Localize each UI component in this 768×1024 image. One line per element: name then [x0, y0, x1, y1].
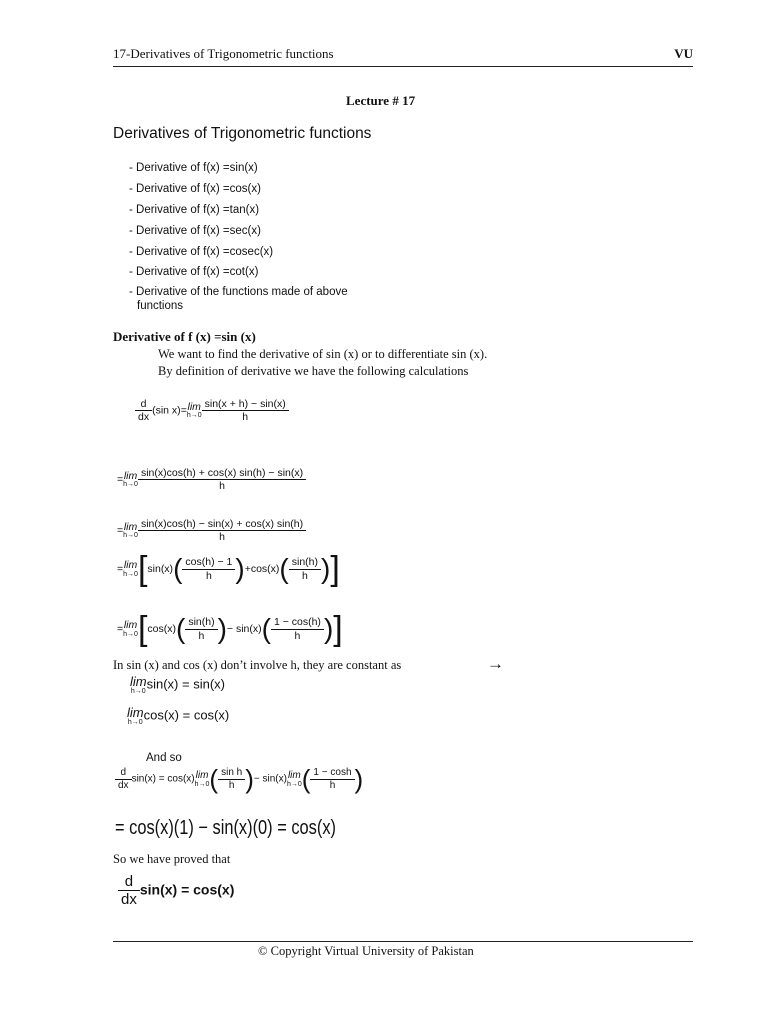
- intro-line: By definition of derivative we have the following calculations: [158, 364, 469, 378]
- equation-definition: $\frac{d}{dx}$ (sin x)= lim h→0 $\frac{\sin(x + h) - \sin(x)}{h}$: [135, 398, 289, 423]
- topic-item: - Derivative of the functions made of above: [129, 286, 348, 298]
- intro-line: We want to find the derivative of sin (x) or to differentiate sin (x).: [158, 347, 488, 361]
- topic-item: - Derivative of f(x) =sec(x): [129, 225, 261, 237]
- topic-item: - Derivative of f(x) =cosec(x): [129, 246, 274, 258]
- topic-item: - Derivative of f(x) =tan(x): [129, 204, 260, 216]
- limit-sin-constant: lim h→0 sin(x) = sin(x): [130, 674, 225, 695]
- equation-expand: = lim h→0 $\frac{\sin(x)\cos(h) + \cos(x) \sin(h) - \sin(x)}{h}$: [117, 467, 306, 492]
- topic-item: - Derivative of f(x) =cot(x): [129, 266, 259, 278]
- final-result: $\frac{d}{dx}$ sin(x) = cos(x): [118, 873, 234, 909]
- equation-regroup: = lim h→0 [cos(x)( $\frac{\sin(h)}{h}$ )− sin(x)( $\frac{1 - \cos(h)}{h}$ )]: [117, 610, 343, 648]
- footer-rule: [113, 941, 693, 942]
- topic-item: - Derivative of f(x) =sin(x): [129, 162, 258, 174]
- arrow-icon: →: [487, 654, 504, 673]
- section-title: Derivatives of Trigonometric functions: [113, 125, 372, 142]
- topic-item: - Derivative of f(x) =cos(x): [129, 183, 261, 195]
- proved-line: So we have proved that: [113, 852, 231, 866]
- lecture-title: Lecture # 17: [346, 93, 416, 108]
- equation-rearrange: = lim h→0 $\frac{\sin(x)\cos(h) - \sin(x) + \cos(x) \sin(h)}{h}$: [117, 518, 306, 543]
- and-so-label: And so: [146, 752, 182, 764]
- topic-item: functions: [137, 300, 184, 312]
- header-vu: VU: [674, 46, 693, 61]
- header-rule: [113, 66, 693, 67]
- subsection-title: Derivative of f (x) =sin (x): [113, 329, 256, 344]
- limit-cos-constant: lim h→0 cos(x) = cos(x): [127, 705, 230, 726]
- note-line: In sin (x) and cos (x) don’t involve h, they are constant as: [113, 658, 402, 672]
- footer-copyright: © Copyright Virtual University of Pakistan: [258, 944, 474, 958]
- equation-factor: = lim h→0 [sin(x)( $\frac{\cos(h) - 1}{h}$ )+cos(x)( $\frac{\sin(h)}{h}$ )]: [117, 550, 340, 588]
- equation-limits-applied: $\frac{d}{dx}$ sin(x) = cos(x) lim h→0 ( $\frac{\text{sin h}}{h}$ )− sin(x) lim h→0 ( $\frac{1 - \cosh}{h}$ ): [115, 766, 363, 792]
- equation-result: = cos(x)(1) − sin(x)(0) = cos(x): [115, 817, 336, 839]
- header-title: 17-Derivatives of Trigonometric functions: [113, 46, 334, 61]
